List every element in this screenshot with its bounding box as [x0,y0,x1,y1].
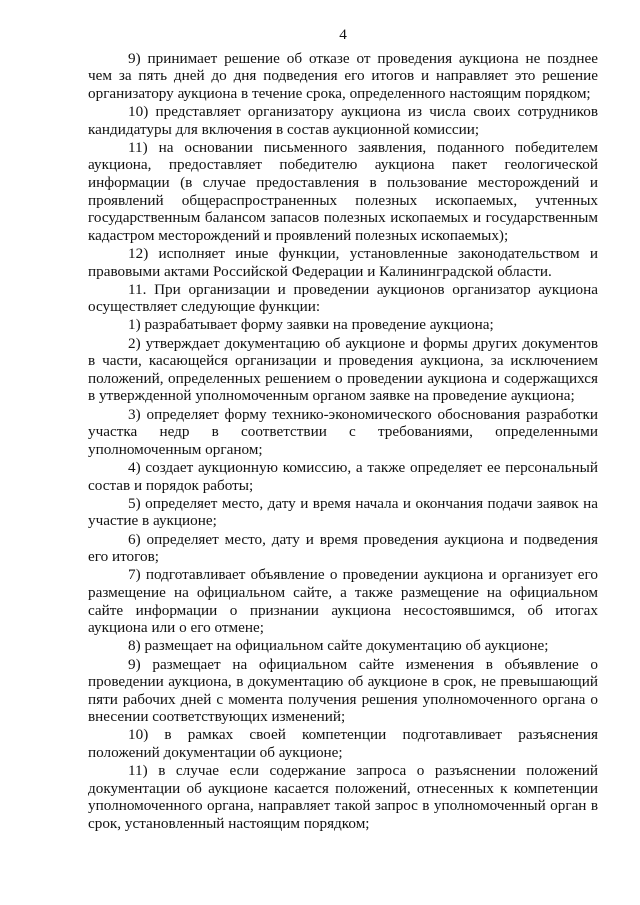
paragraph-function-11: 11) в случае если содержание запроса о разъяснении положений документации об аукционе касается положений, отнесенных к компетенции уполномоченного органа, направляет такой запрос в уполномоченный орган в срок, установленный настоящим порядком; [88,762,598,833]
paragraph-item-10: 10) представляет организатору аукциона из числа своих сотрудников кандидатуры для включения в состав аукционной комиссии; [88,102,598,138]
paragraph-item-11: 11) на основании письменного заявления, поданного победителем аукциона, предоставляет победителю аукциона пакет геологической информации (в случае предоставления в пользование месторождений и проявлений общераспространенных полезных ископаемых, учтенных государственным балансом запасов полезных ископаемых и государственным кадастром месторождений и проявлений полезных ископаемых); [88,138,598,244]
paragraph-function-7: 7) подготавливает объявление о проведении аукциона и организует его размещение на официальном сайте, а также размещение на официальном сайте информации о признании аукциона несостоявшимся, об итогах аукциона или о его отмене; [88,566,598,637]
paragraph-function-6: 6) определяет место, дату и время проведения аукциона и подведения его итогов; [88,530,598,566]
paragraph-item-9: 9) принимает решение об отказе от проведения аукциона не позднее чем за пять дней до дня подведения его итогов и направляет это решение организатору аукциона в течение срока, определенного настоящим порядком; [88,49,598,102]
paragraph-function-1: 1) разрабатывает форму заявки на проведение аукциона; [128,316,494,334]
paragraph-section-11: 11. При организации и проведении аукционов организатор аукциона осуществляет следующие функции: [88,280,598,316]
page-number: 4 [339,26,347,43]
paragraph-function-3: 3) определяет форму технико-экономического обоснования разработки участка недр в соответствии с требованиями, определенными уполномоченным органом; [88,405,598,458]
paragraph-item-12: 12) исполняет иные функции, установленные законодательством и правовыми актами Российской Федерации и Калининградской области. [88,244,598,280]
paragraph-function-10: 10) в рамках своей компетенции подготавливает разъяснения положений документации об аукционе; [88,726,598,762]
paragraph-function-9: 9) размещает на официальном сайте изменения в объявление о проведении аукциона, в документацию об аукционе в срок, не превышающий пяти рабочих дней с момента получения решения уполномоченного органа о внесении соответствующих изменений; [88,655,598,726]
paragraph-function-5: 5) определяет место, дату и время начала и окончания подачи заявок на участие в аукционе; [88,494,598,530]
paragraph-function-2: 2) утверждает документацию об аукционе и формы других документов в части, касающейся организации и проведения аукциона, за исключением положений, определенных решением о проведении аукциона и содержащихся в утвержденной уполномоченным органом заявке на проведение аукциона; [88,334,598,405]
document-page [88,26,598,833]
paragraph-function-4: 4) создает аукционную комиссию, а также определяет ее персональный состав и порядок работы; [88,459,598,494]
paragraph-function-8: 8) размещает на официальном сайте документацию об аукционе; [128,637,549,655]
